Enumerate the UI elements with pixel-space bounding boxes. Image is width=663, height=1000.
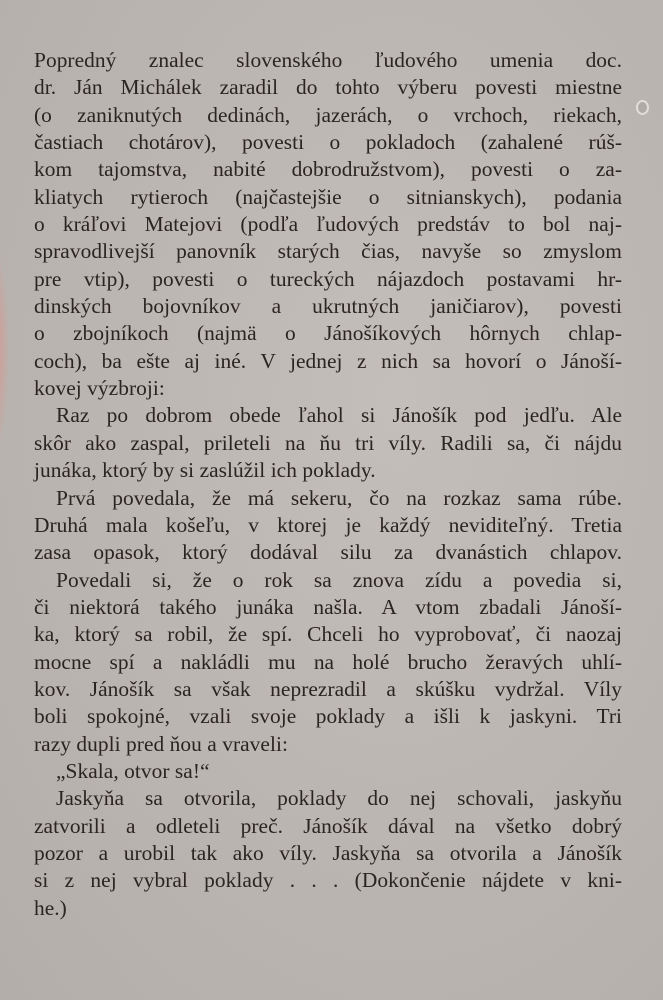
text-line: zasa opasok, ktorý dodával silu za dvanástich chlapov. (34, 540, 622, 565)
text-line: spravodlivejší panovník starých čias, navyše so zmyslom (34, 239, 622, 264)
text-line: Prvá povedala, že má sekeru, čo na rozkaz sama rúbe. (56, 485, 622, 510)
text-line: či niektorá takého junáka našla. A vtom zbadali Jánoší- (34, 594, 622, 619)
text-line: (o zaniknutých dedinách, jazerách, o vrchoch, riekach, (34, 102, 622, 127)
text-line: pre vtip), povesti o tureckých nájazdoch postavami hr- (34, 266, 622, 291)
quote-line: „Skala, otvor sa!“ (56, 758, 210, 783)
text-line: ka, ktorý sa robil, že spí. Chceli ho vyprobovať, či naozaj (34, 622, 622, 647)
text-line: he.) (34, 895, 67, 920)
page-text (34, 47, 622, 922)
text-line: Raz po dobrom obede ľahol si Jánošík pod jedľu. Ale (56, 403, 622, 428)
text-line: junáka, ktorý by si zaslúžil ich poklady. (34, 458, 376, 483)
text-line: kom tajomstva, nabité dobrodružstvom), povesti o za- (34, 157, 622, 182)
text-line: Popredný znalec slovenského ľudového umenia doc. (34, 48, 622, 72)
text-line: pozor a urobil tak ako víly. Jaskyňa sa otvorila a Jánošík (34, 840, 622, 865)
text-line: zatvorili a odleteli preč. Jánošík dával na všetko dobrý (34, 813, 622, 838)
text-line: boli spokojné, vzali svoje poklady a išli k jaskyni. Tri (34, 704, 622, 729)
text-line: kliatych rytieroch (najčastejšie o sitnianskych), podania (34, 184, 622, 209)
finger-shadow (0, 250, 8, 450)
text-line: razy dupli pred ňou a vraveli: (34, 731, 288, 756)
paragraph-story-1 (34, 402, 622, 484)
paragraph-quote (34, 758, 622, 785)
paragraph-story-2 (34, 485, 622, 567)
text-line: častiach chotárov), povesti o pokladoch (zahalené rúš- (34, 130, 622, 155)
text-line: si z nej vybral poklady . . . (Dokončenie nájdete v kni- (34, 868, 622, 893)
text-line: Povedali si, že o rok sa znova zídu a povedia si, (56, 567, 622, 592)
paragraph-intro (34, 47, 622, 402)
text-line: dinských bojovníkov a ukrutných janičiarov), povesti (34, 294, 622, 319)
text-line: mocne spí a nakládli mu na holé brucho žeravých uhlí- (34, 649, 622, 674)
text-line: coch), ba ešte aj iné. V jednej z nich sa hovorí o Jánoší- (34, 348, 622, 373)
text-line: kovej výzbroji: (34, 376, 165, 401)
text-line: o kráľovi Matejovi (podľa ľudových predstáv to bol naj- (34, 212, 622, 237)
text-line: Jaskyňa sa otvorila, poklady do nej schovali, jaskyňu (56, 786, 622, 811)
text-line: kov. Jánošík sa však neprezradil a skúšku vydržal. Víly (34, 676, 622, 701)
text-line: dr. Ján Michálek zaradil do tohto výberu povesti miestne (34, 75, 622, 100)
text-line: o zbojníkoch (najmä o Jánošíkových hôrnych chlap- (34, 321, 622, 346)
text-line: skôr ako zaspal, prileteli na ňu tri víly. Radili sa, či nájdu (34, 430, 622, 455)
text-line: Druhá mala košeľu, v ktorej je každý neviditeľný. Tretia (34, 512, 622, 537)
paragraph-story-4 (34, 785, 622, 922)
paragraph-story-3 (34, 567, 622, 758)
paper-speck (636, 100, 649, 115)
